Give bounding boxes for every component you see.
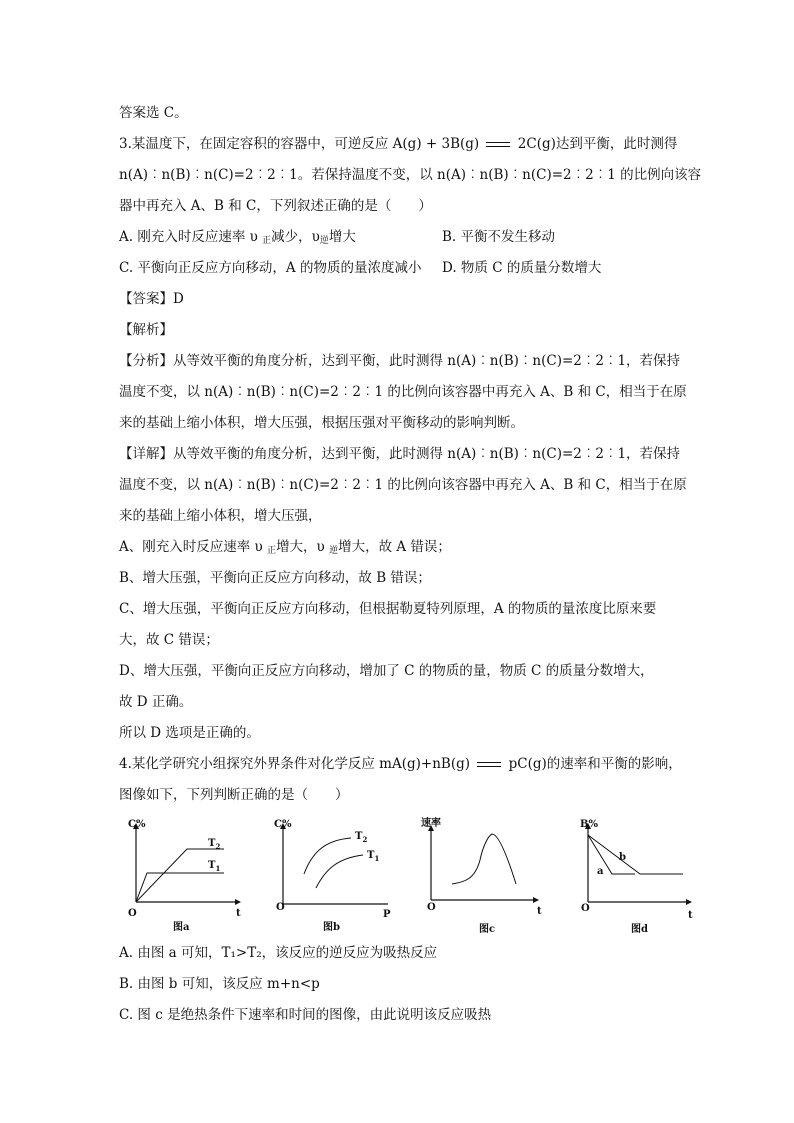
option-a-sub-forward: 正 — [262, 236, 272, 246]
question-4-line-2: 图像如下，下列判断正确的是（ ） — [119, 787, 349, 803]
figure-c-origin: O — [427, 902, 436, 913]
explain-d-line-2: 故 D 正确。 — [119, 694, 193, 710]
option-c: C. 平衡向正反应方向移动，A 的物质的量浓度减小 — [119, 260, 422, 276]
figure-b-caption: 图b — [323, 922, 340, 933]
question-4-text-a: 4.某化学研究小组探究外界条件对化学反应 mA(g)+nB(g) — [119, 756, 470, 772]
figure-b-curve-t1 — [316, 855, 363, 888]
explain-c-line-1: C、增大压强，平衡向正反应方向移动，但根据勒夏特列原理，A 的物质的量浓度比原来要 — [119, 601, 657, 617]
figure-a-x-label: t — [236, 908, 241, 919]
question-3-text-b: 2C(g)达到平衡，此时测得 — [517, 136, 678, 152]
figure-c — [420, 812, 545, 941]
figure-a-caption: 图a — [173, 922, 190, 933]
question-4-line-1 — [119, 755, 682, 773]
option-a-text-mid: 减少，υ — [271, 229, 320, 245]
equilibrium-arrow-icon — [477, 760, 501, 770]
figure-a-curve-t2 — [136, 849, 224, 902]
explain-a-text-post: 增大，故 A 错误； — [338, 539, 451, 555]
explain-d-line-1: D、增大压强，平衡向正反应方向移动，增加了 C 的物质的量，物质 C 的质量分数增大， — [119, 663, 654, 679]
figure-b — [271, 812, 396, 941]
prev-answer-line: 答案选 C。 — [119, 105, 188, 121]
explain-a-text-mid: 增大，υ — [276, 539, 330, 555]
detail-line-2: 温度不变，以 n(A)︰n(B)︰n(C)=2︰2︰1 的比例向该容器中再充入 A、B 和 C，相当于在原 — [119, 477, 687, 493]
figure-b-x-label: P — [383, 909, 391, 920]
analysis-heading: 【解析】 — [119, 322, 173, 338]
figure-a — [125, 812, 250, 941]
figure-a-x-arrow-icon — [235, 899, 241, 905]
figure-a-label-t2: $T_2$ — [208, 838, 221, 851]
analysis-line-1: 【分析】从等效平衡的角度分析，达到平衡，此时测得 n(A)︰n(B)︰n(C)=2︰2︰1，若保持 — [119, 353, 681, 369]
figure-c-y-label: 速率 — [421, 818, 441, 829]
figure-d — [575, 812, 715, 941]
figure-d-label-a: a — [597, 866, 604, 877]
figure-d-x-arrow-icon — [686, 899, 692, 905]
figure-c-x-label: t — [537, 906, 542, 917]
figure-b-curve-t2 — [304, 838, 351, 874]
figure-d-label-b: b — [619, 852, 626, 863]
explain-a-text: A、刚充入时反应速率 υ — [119, 539, 268, 555]
figure-d-origin: O — [581, 903, 590, 914]
option-a-text-post: 增大 — [328, 229, 356, 245]
explain-c-line-2: 大，故 C 错误； — [119, 632, 219, 648]
figure-c-rate-curve — [452, 834, 516, 884]
figure-b-origin: O — [276, 902, 285, 913]
figure-a-curve-t1 — [136, 873, 224, 902]
option-a-sub-reverse: 逆 — [319, 236, 329, 246]
option-b: B. 平衡不发生移动 — [442, 229, 556, 245]
explain-a — [119, 538, 451, 560]
figure-b-y-label: C% — [274, 819, 292, 830]
detail-line-1: 【详解】从等效平衡的角度分析，达到平衡，此时测得 n(A)︰n(B)︰n(C)=2︰2︰1，若保持 — [119, 446, 681, 462]
figure-c-caption: 图c — [479, 924, 496, 935]
question-3-line-2: n(A)︰n(B)︰n(C)=2︰2︰1。若保持温度不变，以 n(A)︰n(B)︰n(C)=2︰2︰1 的比例向该容 — [119, 167, 702, 183]
explain-a-sub-forward: 正 — [267, 546, 277, 556]
option-a-text: A. 刚充入时反应速率 υ — [119, 229, 263, 245]
figure-d-x-label: t — [688, 910, 693, 921]
explain-b: B、增大压强，平衡向正反应方向移动，故 B 错误； — [119, 570, 431, 586]
question-3-text-a: 3.某温度下，在固定容积的容器中，可逆反应 A(g) + 3B(g) — [119, 136, 480, 152]
option-d: D. 物质 C 的质量分数增大 — [442, 260, 602, 276]
question-3-line-3: 器中再充入 A、B 和 C，下列叙述正确的是（ ） — [119, 198, 432, 214]
question-4-text-b: pC(g)的速率和平衡的影响， — [508, 756, 682, 772]
detail-line-3: 来的基础上缩小体积，增大压强， — [119, 508, 322, 524]
explain-a-sub-reverse: 逆 — [329, 546, 339, 556]
analysis-line-2: 温度不变，以 n(A)︰n(B)︰n(C)=2︰2︰1 的比例向该容器中再充入 A、B 和 C，相当于在原 — [119, 384, 687, 400]
answer-line: 【答案】D — [119, 291, 184, 307]
question-4-option-b: B. 由图 b 可知，该反应 m+n<p — [119, 976, 320, 992]
figure-b-label-t2: $T_2$ — [355, 831, 368, 844]
question-3-line-1 — [119, 135, 677, 153]
figure-d-caption: 图d — [631, 924, 648, 935]
figure-c-x-arrow-icon — [533, 897, 539, 903]
figure-a-origin: O — [128, 908, 137, 919]
figure-b-label-t1: $T_1$ — [367, 850, 380, 863]
analysis-line-3: 来的基础上缩小体积，增大压强，根据压强对平衡移动的影响判断。 — [119, 415, 524, 431]
question-4-option-c: C. 图 c 是绝热条件下速率和时间的图像，由此说明该反应吸热 — [119, 1007, 492, 1023]
figure-d-y-label: B% — [580, 819, 598, 830]
equilibrium-arrow-icon — [486, 140, 510, 150]
option-a — [119, 228, 356, 250]
figure-a-y-label: C% — [128, 819, 146, 830]
conclusion-line: 所以 D 选项是正确的。 — [119, 725, 260, 741]
figure-a-label-t1: $T_1$ — [208, 860, 221, 873]
question-4-option-a: A. 由图 a 可知，T₁>T₂，该反应的逆反应为吸热反应 — [119, 945, 438, 961]
